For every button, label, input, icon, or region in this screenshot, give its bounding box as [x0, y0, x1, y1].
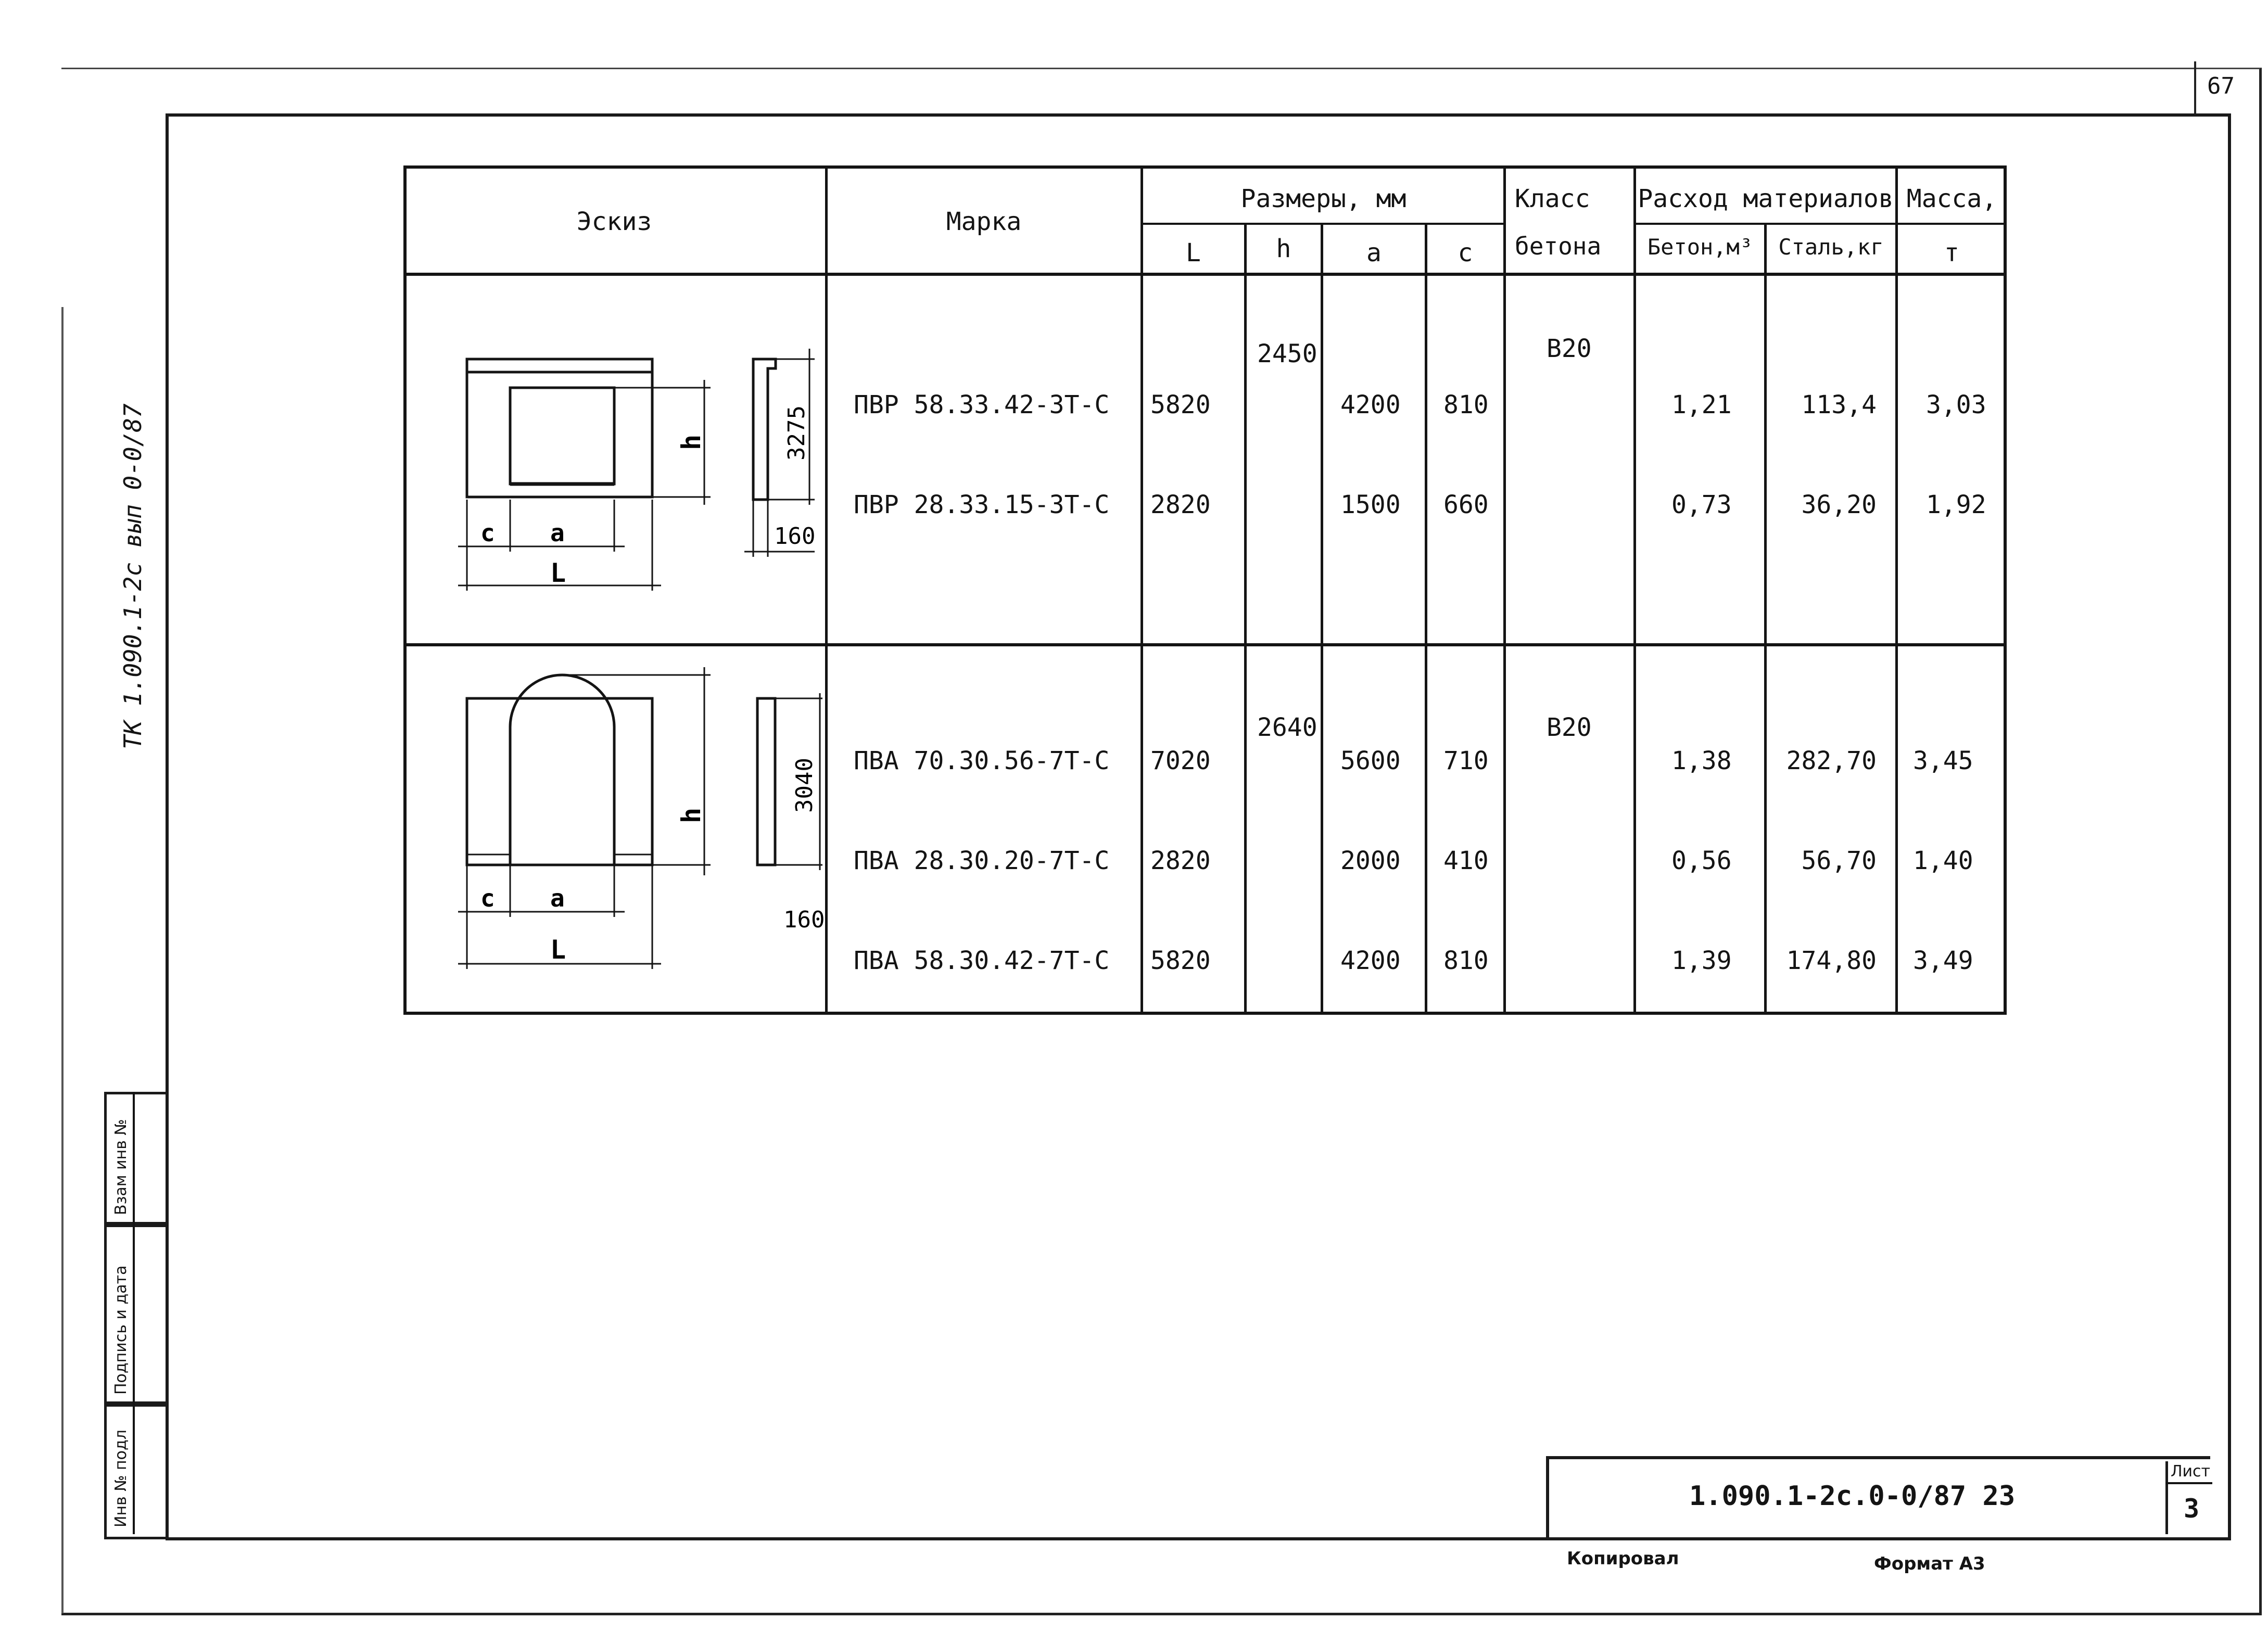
g1-steel-2: 36,20 [1801, 490, 1877, 519]
g2-concrete-2: 0,56 [1671, 846, 1732, 875]
g2-mark-2: ПВА 28.30.20-7Т-С [854, 846, 1110, 875]
g2-a-3: 4200 [1340, 946, 1401, 975]
g1-c-2: 660 [1443, 490, 1489, 519]
g1-concrete-2: 0,73 [1671, 490, 1732, 519]
sketch2-label-L: L [550, 935, 566, 965]
header-mark: Марка [946, 207, 1022, 236]
g2-h: 2640 [1257, 713, 1317, 742]
arch-opening [510, 675, 614, 865]
sketch2-label-c: c [480, 884, 495, 912]
left-margin-line [61, 307, 64, 1613]
stamp-label-replacement: Взам инв № [112, 1119, 130, 1215]
arch-panel-outline [467, 698, 652, 865]
g1-mass [1926, 322, 1986, 588]
sketch1-label-c: c [480, 519, 495, 547]
g1-steel-1: 113,4 [1801, 390, 1877, 419]
g2-marks [854, 678, 1109, 1044]
col-line-L [1244, 223, 1247, 1014]
sketch2-label-height: 3040 [791, 758, 818, 813]
g2-a-1: 5600 [1340, 746, 1401, 775]
col-line-h [1321, 223, 1323, 1014]
g2-mass-3: 3,49 [1913, 946, 1973, 975]
g2-c-2: 410 [1443, 846, 1489, 875]
sketch-rect-panel [403, 276, 825, 643]
g2-a [1340, 678, 1401, 1044]
sketch2-label-thickness: 160 [783, 907, 825, 933]
col-line-sketch [825, 165, 828, 1014]
header-dim-L: L [1186, 238, 1201, 267]
specification-table [403, 165, 2006, 1014]
g2-steel [1778, 678, 1877, 1044]
g2-c [1443, 678, 1504, 1044]
header-concrete-volume: Бетон,м³ [1647, 234, 1753, 260]
footer-format: Формат А3 [1874, 1553, 1985, 1574]
col-line-a [1425, 223, 1427, 1014]
header-dim-a: a [1366, 238, 1382, 267]
g1-class: В20 [1547, 334, 1592, 363]
stamp-label-signature: Подпись и дата [112, 1265, 130, 1395]
page-number: 67 [2207, 73, 2235, 99]
g1-a [1340, 322, 1401, 588]
g2-concrete-1: 1,38 [1671, 746, 1732, 775]
col-line-concrete [1764, 223, 1767, 1014]
col-line-steel [1895, 165, 1898, 1014]
g2-a-2: 2000 [1340, 846, 1401, 875]
g2-class: В20 [1547, 713, 1592, 742]
g2-mass-1: 3,45 [1913, 746, 1973, 775]
sketch2-label-a: a [550, 884, 565, 912]
g1-mass-2: 1,92 [1926, 490, 1986, 519]
g2-concrete [1671, 678, 1732, 1044]
header-materials: Расход материалов [1638, 184, 1894, 213]
g2-steel-3: 174,80 [1786, 946, 1877, 975]
stamp-divider [133, 1092, 135, 1534]
sketch1-label-height: 3275 [783, 405, 810, 461]
g2-L-1: 7020 [1150, 746, 1211, 775]
g1-steel [1778, 322, 1877, 588]
col-line-class [1633, 165, 1636, 1014]
g2-mark-1: ПВА 70.30.56-7Т-С [854, 746, 1110, 775]
header-class-1: Класс [1515, 184, 1590, 213]
g1-L-1: 5820 [1150, 390, 1211, 419]
materials-subheader-line [1634, 223, 2006, 225]
arch-side-section [757, 698, 775, 865]
g2-mark-3: ПВА 58.30.42-7Т-С [854, 946, 1110, 975]
g1-concrete-1: 1,21 [1671, 390, 1732, 419]
g2-L-2: 2820 [1150, 846, 1211, 875]
sketch1-label-L: L [550, 558, 566, 588]
header-steel: Сталь,кг [1778, 234, 1884, 260]
g1-L-2: 2820 [1150, 490, 1211, 519]
g1-mass-1: 3,03 [1926, 390, 1986, 419]
g1-a-2: 1500 [1340, 490, 1401, 519]
header-mass-1: Масса, [1906, 184, 1997, 213]
g1-mark-2: ПВР 28.33.15-3Т-С [854, 490, 1110, 519]
g2-concrete-3: 1,39 [1671, 946, 1732, 975]
header-class-2: бетона [1515, 232, 1602, 260]
sheet-cell-divider [2165, 1482, 2212, 1484]
side-title: ТК 1.090.1-2с вып 0-0/87 [119, 403, 147, 749]
sketch1-label-a: a [550, 519, 565, 547]
g1-marks [854, 322, 1109, 588]
g1-h: 2450 [1257, 339, 1317, 368]
g1-concrete [1671, 322, 1732, 588]
header-mass-2: т [1944, 238, 1959, 267]
header-dim-c: c [1458, 238, 1473, 267]
g2-mass-2: 1,40 [1913, 846, 1973, 875]
sheet-label: Лист [2171, 1462, 2211, 1481]
g2-L [1150, 678, 1211, 1044]
g1-a-1: 4200 [1340, 390, 1401, 419]
col-line-mark [1141, 165, 1143, 1014]
sketch-arch-panel [403, 646, 825, 1011]
g1-L [1150, 322, 1211, 588]
rect-panel-outline [467, 359, 652, 497]
header-dimensions: Размеры, мм [1240, 184, 1407, 213]
header-sketch: Эскиз [576, 207, 652, 236]
col-line-c [1503, 165, 1506, 1014]
sketch1-label-thickness: 160 [774, 523, 816, 550]
g2-steel-1: 282,70 [1786, 746, 1877, 775]
stamp-label-original: Инв № подл [112, 1430, 130, 1527]
sketch2-label-h: h [676, 807, 706, 823]
g1-c-1: 810 [1443, 390, 1489, 419]
g2-mass [1913, 678, 1973, 1044]
g2-c-1: 710 [1443, 746, 1489, 775]
doc-code: 1.090.1-2с.0-0/87 23 [1689, 1481, 2016, 1512]
g2-L-3: 5820 [1150, 946, 1211, 975]
g1-mark-1: ПВР 58.33.42-3Т-С [854, 390, 1110, 419]
g2-steel-2: 56,70 [1801, 846, 1877, 875]
header-dim-h: h [1276, 234, 1291, 263]
sheet-number: 3 [2184, 1494, 2200, 1524]
g1-c [1443, 322, 1504, 588]
dims-subheader-line [1142, 223, 1505, 225]
rect-side-section [753, 359, 776, 500]
rect-opening [510, 388, 614, 484]
sketch1-label-h: h [676, 434, 706, 450]
footer-copied: Копировал [1567, 1548, 1679, 1569]
g2-c-3: 810 [1443, 946, 1489, 975]
